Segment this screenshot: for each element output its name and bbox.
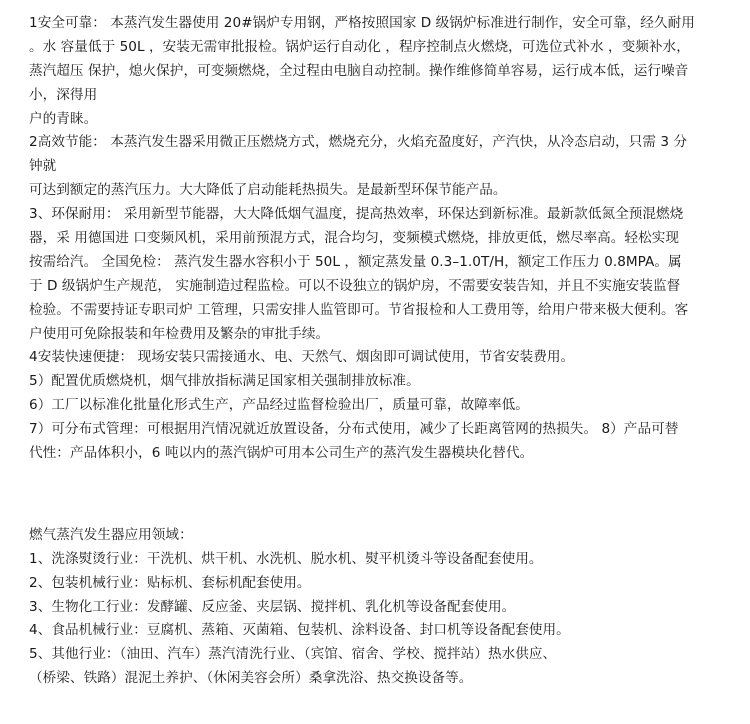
section-heading: 燃气蒸汽发生器应用领域：	[29, 526, 193, 543]
text-line: 。水 容量低于 50L ，安装无需审批报检。锅炉运行自动化 ，程序控制点火燃烧，可选位式补水 ，变频补水，	[29, 38, 690, 55]
text-line: 2高效节能： 本蒸汽发生器采用微正压燃烧方式，燃烧充分，火焰充盈度好，产汽快，从冷态启动，只需 3 分	[29, 134, 688, 151]
text-line: 4安装快速便捷： 现场安装只需接通水、电、天然气、烟囱即可调试使用，节省安装费用。	[29, 349, 575, 366]
applications-section	[29, 524, 726, 691]
text-line: 小，深得用	[29, 86, 98, 103]
text-line: 1、洗涤熨烫行业：干洗机、烘干机、水洗机、脱水机、熨平机烫斗等设备配套使用。	[29, 550, 543, 567]
text-line: 检验。不需要持证专职司炉 工管理，只需安排人监管即可。节省报检和人工费用等，给用户带来极大便利。客	[29, 301, 689, 318]
text-line: 钟就	[29, 158, 57, 175]
text-line: 3、生物化工行业：发酵罐、反应釜、夹层锅、搅拌机、乳化机等设备配套使用。	[29, 598, 516, 615]
features-section	[29, 12, 726, 466]
text-line: 代性：产品体积小，6 吨以内的蒸汽锅炉可用本公司生产的蒸汽发生器模块化替代。	[29, 445, 534, 462]
text-line: 器，采 用德国进 口变频风机，采用前预混方式，混合均匀，变频模式燃烧，排放更低，燃尽率高。轻松实现	[29, 230, 679, 247]
text-line: 户使用可免除报装和年检费用及繁杂的审批手续。	[29, 325, 330, 342]
text-line: 5、其他行业：（油田、汽车）蒸汽清洗行业、（宾馆、宿舍、学校、搅拌站）热水供应、	[29, 646, 557, 663]
text-line: 1安全可靠： 本蒸汽发生器使用 20#锅炉专用钢，严格按照国家 D 级锅炉标准进行制作，安全可靠，经久耐用	[29, 15, 695, 31]
text-line: 6）工厂以标准化批量化形式生产，产品经过监督检验出厂，质量可靠，故障率低。	[29, 397, 529, 414]
text-line: 5）配置优质燃烧机，烟气排放指标满足国家相关强制排放标准。	[29, 373, 420, 390]
text-line: （桥梁、铁路）混泥土养护、（休闲美容会所）桑拿洗浴、热交换设备等。	[29, 670, 473, 687]
text-line: 按需给汽。 全国免检： 蒸汽发生器水容积小于 50L ，额定蒸发量 0.3–1.0T/H，额定工作压力 0.8MPA。属	[29, 253, 682, 270]
text-line: 3、环保耐用： 采用新型节能器，大大降低烟气温度，提高热效率，环保达到新标准。最新款低氮全预混燃烧	[29, 206, 684, 223]
section-gap	[29, 466, 726, 524]
text-line: 于 D 级锅炉生产规范， 实施制造过程监检。可以不设独立的锅炉房，不需要安装告知，并且不实施安装监督	[29, 277, 681, 294]
text-line: 蒸汽超压 保护，熄火保护，可变频燃烧，全过程由电脑自动控制。操作维修简单容易，运行成本低，运行噪音	[29, 62, 689, 79]
text-line: 2、包装机械行业：贴标机、套标机配套使用。	[29, 574, 311, 591]
text-line: 户的青睐。	[29, 110, 98, 127]
text-line: 可达到额定的蒸汽压力。大大降低了启动能耗热损失。是最新型环保节能产品。	[29, 182, 507, 199]
text-line: 4、食品机械行业：豆腐机、蒸箱、灭菌箱、包装机、涂料设备、封口机等设备配套使用。	[29, 622, 570, 639]
text-line: 7）可分布式管理：可根据用汽情况就近放置设备，分布式使用，减少了长距离管网的热损失。 8）产品可替	[29, 421, 679, 438]
